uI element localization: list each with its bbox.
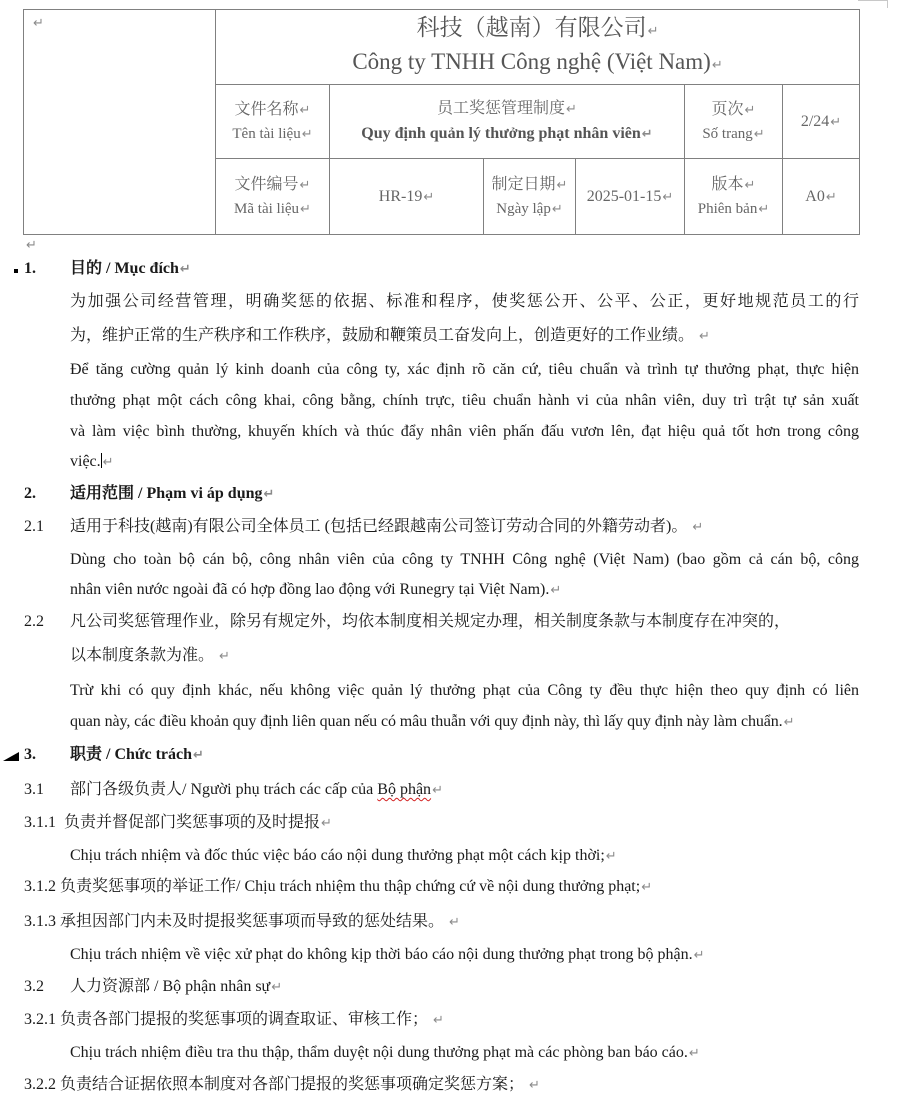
doc-no-value-cell: HR-19↵	[330, 159, 484, 235]
date-value-cell: 2025-01-15↵	[576, 159, 685, 235]
section-1-vn-line-1[interactable]: Để tăng cường quản lý kinh doanh của công ty, xác định rõ căn cứ, tiêu chuẩn và trình tự thưởng phạt, thực hiện	[70, 361, 859, 378]
doc-title-cell: 员工奖惩管理制度↵ Quy định quản lý thưởng phạt nhân viên↵	[330, 85, 685, 159]
company-name-cell: 科技（越南）有限公司↵ Công ty TNHH Công nghệ (Việt Nam)↵	[216, 10, 860, 85]
section-2-2-cn-line-1[interactable]: 2.2 凡公司奖惩管理作业，除另有规定外，均依本制度相关规定办理，相关制度条款与本制度存在冲突的，	[24, 613, 791, 630]
section-1-vn-line-4[interactable]: việc. ↵	[70, 453, 114, 470]
doc-title-vn: Quy định quản lý thưởng phạt nhân viên	[361, 124, 641, 142]
doc-name-label-cell: 文件名称↵ Tên tài liệu↵	[216, 85, 330, 159]
page-value: 2/24	[800, 112, 830, 130]
page-label-cell: 页次↵ Số trang↵	[685, 85, 783, 159]
doc-no-value: HR-19	[378, 187, 423, 205]
section-2-1-cn[interactable]: 2.1 适用于科技(越南)有限公司全体员工 (包括已经跟越南公司签订劳动合同的外籍劳动者)。 ↵	[24, 518, 704, 535]
version-value-cell: A0↵	[783, 159, 860, 235]
section-1-vn-line-2[interactable]: thưởng phạt một cách công khai, công bằng, chính trực, tiêu chuẩn hành vi của nhân viên, duy trì trật tự sản xuất	[70, 392, 859, 409]
collapse-triangle-icon[interactable]	[3, 752, 19, 761]
date-value: 2025-01-15	[586, 187, 662, 205]
section-2-2-cn-line-2[interactable]: 以本制度条款为准。 ↵	[70, 647, 230, 664]
version-value: A0	[805, 187, 825, 205]
section-1-cn-line-1[interactable]: 为加强公司经营管理，明确奖惩的依据、标准和程序，使奖惩公开、公平、公正，更好地规范员工的行	[70, 293, 859, 310]
spellcheck-flag: Bộ phận	[377, 781, 432, 798]
company-name-vn: Công ty TNHH Công nghệ (Việt Nam)	[352, 49, 711, 74]
text-cursor	[101, 453, 102, 468]
paragraph-mark: ↵	[26, 238, 37, 253]
logo-cell: ↵	[24, 10, 216, 235]
page-edge-line	[858, 0, 888, 1]
doc-no-label-cell: 文件编号↵ Mã tài liệu↵	[216, 159, 330, 235]
section-3-2-2-cn[interactable]: 3.2.2 负责结合证据依照本制度对各部门提报的奖惩事项确定奖惩方案； ↵	[24, 1076, 540, 1093]
section-2-heading[interactable]: 2. 适用范围 / Phạm vi áp dụng↵	[24, 485, 275, 502]
section-3-1-1-vn[interactable]: Chịu trách nhiệm và đốc thúc việc báo cáo nội dung thưởng phạt một cách kịp thời;↵	[70, 847, 617, 864]
document-header-table	[23, 9, 860, 235]
section-2-1-vn-line-2[interactable]: nhân viên nước ngoài đã có hợp đồng lao động với Runegry tại Việt Nam).↵	[70, 581, 562, 598]
section-3-heading[interactable]: 3. 职责 / Chức trách↵	[24, 746, 204, 763]
section-2-2-vn-line-2[interactable]: quan này, các điều khoản quy định liên quan nếu có mâu thuẫn với quy định này, thì lấy quy định này làm chuẩn.↵	[70, 713, 795, 730]
section-3-2[interactable]: 3.2 人力资源部 / Bộ phận nhân sự↵	[24, 978, 283, 995]
page-edge-line-vertical	[887, 0, 888, 8]
company-name-cn: 科技（越南）有限公司	[416, 15, 647, 40]
section-3-1-3-vn[interactable]: Chịu trách nhiệm về việc xử phạt do không kịp thời báo cáo nội dung thưởng phạt trong bộ phận.↵	[70, 946, 705, 963]
section-1-cn-line-2[interactable]: 为，维护正常的生产秩序和工作秩序，鼓励和鞭策员工奋发向上，创造更好的工作业绩。 ↵	[70, 327, 710, 344]
section-3-1[interactable]: 3.1 部门各级负责人/ Người phụ trách các cấp của Bộ phận↵	[24, 781, 443, 798]
outline-bullet-icon	[14, 269, 18, 273]
version-label-cell: 版本↵ Phiên bản↵	[685, 159, 783, 235]
doc-title-cn: 员工奖惩管理制度	[437, 99, 566, 117]
section-1-heading[interactable]: 1. 目的 / Mục đích↵	[24, 260, 191, 277]
section-2-1-vn-line-1[interactable]: Dùng cho toàn bộ cán bộ, công nhân viên của công ty TNHH Công nghệ (Việt Nam) (bao gồm cả cán bộ, công	[70, 551, 859, 568]
section-3-2-1-vn[interactable]: Chịu trách nhiệm điều tra thu thập, thẩm duyệt nội dung thưởng phạt mà các phòng ban báo cáo.↵	[70, 1044, 700, 1061]
section-3-1-3-cn[interactable]: 3.1.3 承担因部门内未及时提报奖惩事项而导致的惩处结果。 ↵	[24, 913, 460, 930]
section-3-2-1-cn[interactable]: 3.2.1 负责各部门提报的奖惩事项的调查取证、审核工作； ↵	[24, 1011, 444, 1028]
section-3-1-2[interactable]: 3.1.2 负责奖惩事项的举证工作/ Chịu trách nhiệm thu thập chứng cứ về nội dung thưởng phạt;↵	[24, 878, 653, 895]
section-1-vn-line-3[interactable]: và làm việc bình thường, khuyến khích và thúc đẩy nhân viên phấn đấu vươn lên, đạt hiệu quả tốt hơn trong công	[70, 423, 859, 440]
page-value-cell: 2/24↵	[783, 85, 860, 159]
date-label-cell: 制定日期↵ Ngày lập↵	[484, 159, 576, 235]
section-2-2-vn-line-1[interactable]: Trừ khi có quy định khác, nếu không việc quản lý thưởng phạt của Công ty đều thực hiện theo quy định có liên	[70, 682, 859, 699]
section-3-1-1-cn[interactable]: 3.1.1 负责并督促部门奖惩事项的及时提报↵	[24, 814, 332, 831]
